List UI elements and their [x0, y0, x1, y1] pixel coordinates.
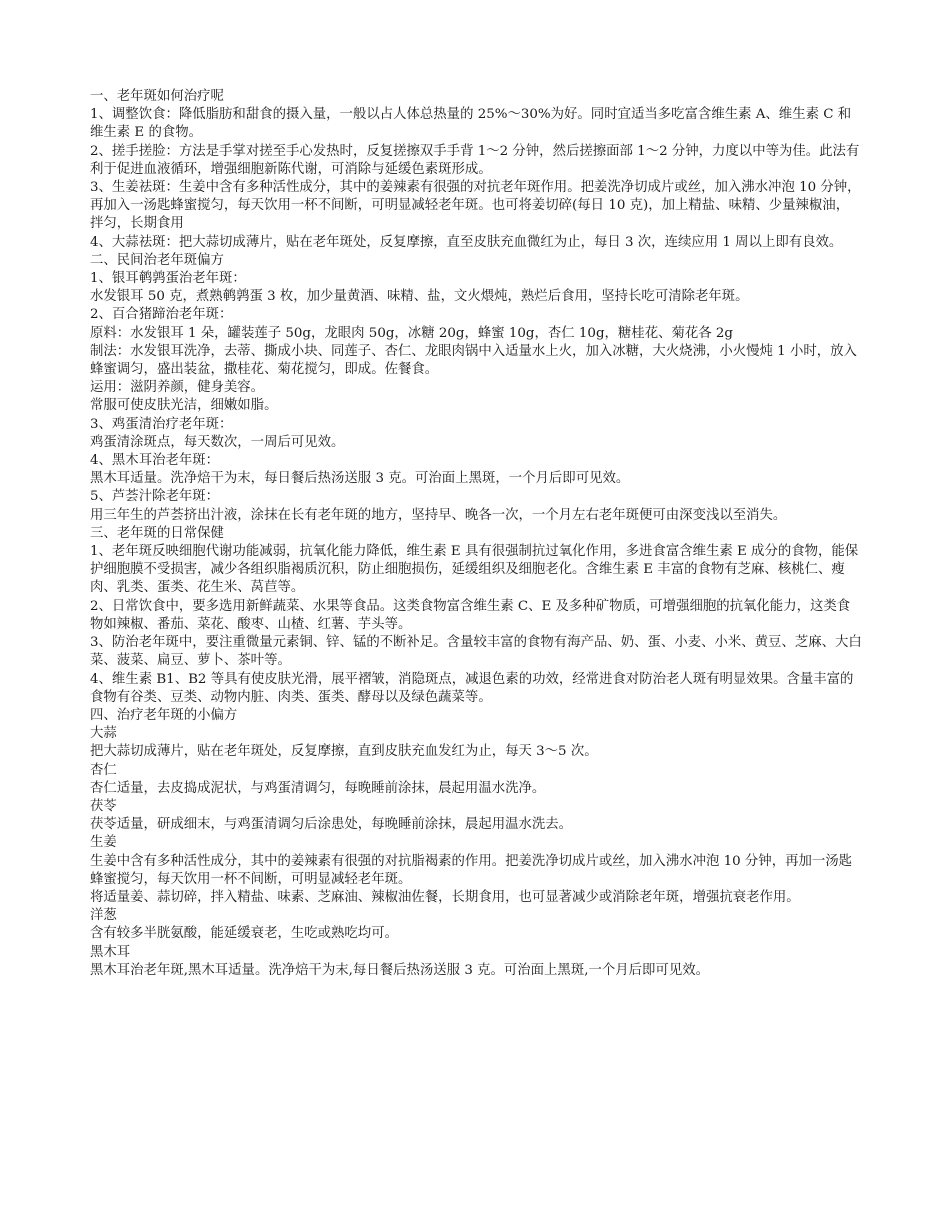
- paragraph-vitamin-e: 1、老年斑反映细胞代谢功能减弱，抗氧化能力降低，维生素 E 具有很强制抗过氧化作用，多进食富含维生素 E 成分的食物，能保护细胞膜不受损害，减少各组织脂褐质沉积，防止细胞损伤，延缓组织及细胞老化。含维生素 E 丰富的食物有芝麻、核桃仁、瘦肉、乳类、蛋类、花生米、莴苣等。: [90, 544, 859, 596]
- paragraph-garlic: 4、大蒜祛斑：把大蒜切成薄片，贴在老年斑处，反复摩擦，直至皮肤充血微红为止，每日 3 次，连续应用 1 周以上即有良效。: [90, 234, 843, 250]
- section-heading-folk-remedies: 二、民间治老年斑偏方: [90, 252, 224, 268]
- paragraph-onion: 含有较多半胱氨酸，能延缓衰老，生吃或熟吃均可。: [90, 926, 398, 942]
- document-body: [90, 88, 862, 980]
- subheading-onion: 洋葱: [90, 908, 117, 924]
- paragraph-trace-elements: 3、防治老年斑中，要注重微量元素铜、锌、锰的不断补足。含量较丰富的食物有海产品、奶、蛋、小麦、小米、黄豆、芝麻、大白菜、菠菜、扁豆、萝卜、茶叶等。: [90, 635, 862, 669]
- subheading-poria: 茯苓: [90, 798, 117, 814]
- subheading-ginger: 生姜: [90, 835, 117, 851]
- paragraph-poria: 茯苓适量，研成细末，与鸡蛋清调匀后涂患处，每晚睡前涂抹，晨起用温水洗去。: [90, 817, 573, 833]
- paragraph-usage: 运用：滋阴养颜，健身美容。: [90, 380, 265, 396]
- subheading-black-fungus: 4、黑木耳治老年斑：: [90, 453, 220, 469]
- paragraph-almond: 杏仁适量，去皮捣成泥状，与鸡蛋清调匀，每晚睡前涂抹，晨起用温水洗净。: [90, 780, 546, 796]
- subheading-egg-white: 3、鸡蛋清治疗老年斑：: [90, 416, 233, 432]
- paragraph-egg-white: 鸡蛋清涂斑点，每天数次，一周后可见效。: [90, 434, 345, 450]
- subheading-garlic: 大蒜: [90, 726, 117, 742]
- paragraph-ginger-garlic: 将适量姜、蒜切碎，拌入精盐、味素、芝麻油、辣椒油佐餐，长期食用，也可显著减少或消除老年斑，增强抗衰老作用。: [90, 889, 800, 905]
- paragraph-tremella-quail-egg: 水发银耳 50 克，煮熟鹌鹑蛋 3 枚，加少量黄酒、味精、盐，文火煨炖，熟烂后食用，坚持长吃可清除老年斑。: [90, 289, 749, 305]
- subheading-black-fungus-remedy: 黑木耳: [90, 944, 131, 960]
- paragraph-rub-hands-face: 2、搓手搓脸：方法是手掌对搓至手心发热时，反复搓擦双手手背 1～2 分钟，然后搓擦面部 1～2 分钟，力度以中等为佳。此法有利于促进血液循环，增强细胞新陈代谢，可消除与延缓色素斑形成。: [90, 143, 860, 177]
- paragraph-garlic-remedy: 把大蒜切成薄片，贴在老年斑处，反复摩擦，直到皮肤充血发红为止，每天 3～5 次。: [90, 744, 598, 760]
- paragraph-method: 制法：水发银耳洗净，去蒂、撕成小块、同莲子、杏仁、龙眼肉锅中入适量水上火，加入冰糖，大火烧沸，小火慢炖 1 小时，放入蜂蜜调匀，盛出装盆，撒桂花、菊花搅匀，即成。佐餐食。: [90, 343, 857, 378]
- subheading-tremella-quail-egg: 1、银耳鹌鹑蛋治老年斑：: [90, 271, 246, 287]
- paragraph-aloe: 用三年生的芦荟挤出汁液，涂抹在长有老年斑的地方，坚持早、晚各一次，一个月左右老年斑便可由深变浅以至消失。: [90, 507, 787, 523]
- paragraph-ingredients: 原料：水发银耳 1 朵，罐装莲子 50g，龙眼肉 50g，冰糖 20g，蜂蜜 10g，杏仁 10g，糖桂花、菊花各 2g: [90, 325, 733, 341]
- section-heading-treatment: 一、老年斑如何治疗呢: [90, 89, 224, 104]
- section-heading-small-remedies: 四、治疗老年斑的小偏方: [90, 707, 238, 723]
- subheading-aloe: 5、芦荟汁除老年斑：: [90, 489, 220, 505]
- paragraph-effect: 常服可使皮肤光洁，细嫩如脂。: [90, 398, 278, 414]
- paragraph-vitamin-b: 4、维生素 B1、B2 等具有使皮肤光滑，展平褶皱，消隐斑点，减退色素的功效，经常进食对防治老人斑有明显效果。含量丰富的食物有谷类、豆类、动物内脏、肉类、蛋类、酵母以及绿色蔬菜等。: [90, 671, 854, 705]
- subheading-almond: 杏仁: [90, 762, 117, 778]
- paragraph-vegetables-fruits: 2、日常饮食中，要多选用新鲜蔬菜、水果等食品。这类食物富含维生素 C、E 及多种矿物质，可增强细胞的抗氧化能力，这类食物如辣椒、番茄、菜花、酸枣、山楂、红薯、芋头等。: [90, 598, 851, 632]
- paragraph-diet: 1、调整饮食：降低脂肪和甜食的摄入量，一般以占人体总热量的 25%～30%为好。同时宜适当多吃富含维生素 A、维生素 C 和维生素 E 的食物。: [90, 107, 852, 141]
- paragraph-ginger-remedy: 生姜中含有多种活性成分，其中的姜辣素有很强的对抗脂褐素的作用。把姜洗净切成片或丝，加入沸水冲泡 10 分钟，再加一汤匙蜂蜜搅匀，每天饮用一杯不间断，可明显减轻老年斑。: [90, 853, 853, 887]
- subheading-lily-trotter: 2、百合猪蹄治老年斑：: [90, 307, 233, 323]
- section-heading-daily-care: 三、老年斑的日常保健: [90, 525, 224, 541]
- paragraph-ginger: 3、生姜祛斑：生姜中含有多种活性成分，其中的姜辣素有很强的对抗老年斑作用。把姜洗净切成片或丝，加入沸水冲泡 10 分钟，再加入一汤匙蜂蜜搅匀，每天饮用一杯不间断，可明显减轻老年斑。也可将姜切碎(每日 10 克)，加上精盐、味精、少量辣椒油，拌匀，长期食用: [90, 180, 861, 232]
- paragraph-black-fungus-remedy: 黑木耳治老年斑,黑木耳适量。洗净焙干为末,每日餐后热汤送服 3 克。可治面上黑斑,一个月后即可见效。: [90, 962, 709, 978]
- paragraph-black-fungus: 黑木耳适量。洗净焙干为末，每日餐后热汤送服 3 克。可治面上黑斑，一个月后即可见效。: [90, 471, 630, 487]
